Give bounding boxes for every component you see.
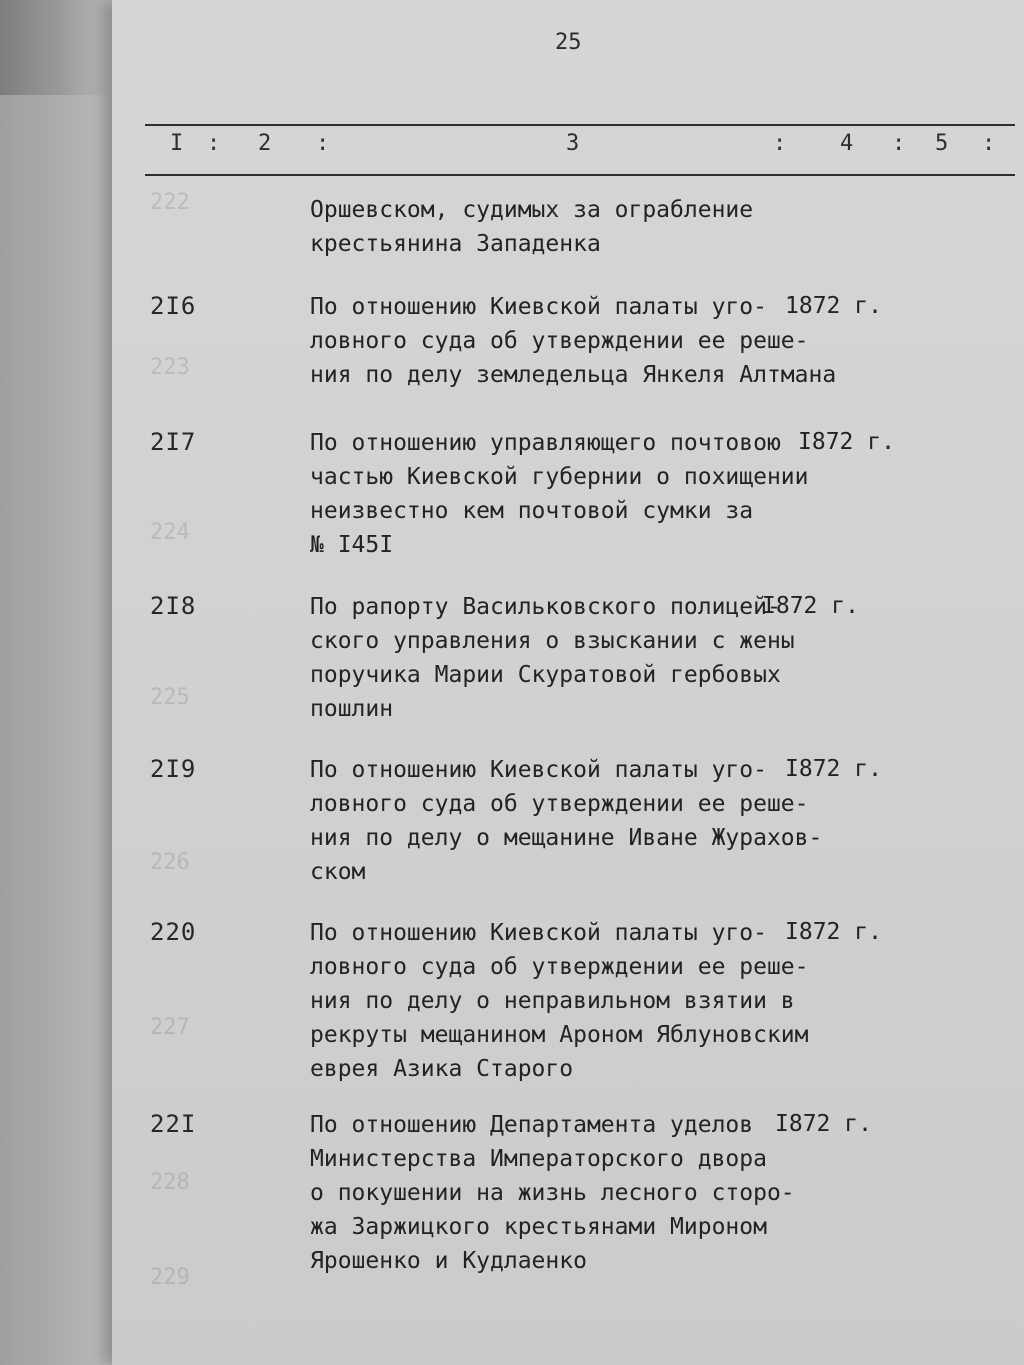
entry-date: 1872 г. (785, 293, 882, 319)
text-line: По отношению Киевской палаты уго- (310, 920, 767, 946)
text-line: По отношению Киевской палаты уго- (310, 757, 767, 783)
entry-description (310, 916, 830, 1086)
entry-description (310, 590, 830, 726)
text-line: Оршевском, судимых за ограбление (310, 197, 754, 223)
text-line: частью Киевской губернии о похищении (310, 464, 809, 490)
header-col-3: 3 (566, 131, 580, 156)
text-line: ского управления о взыскании с жены (310, 628, 795, 654)
text-line: поручика Марии Скуратовой гербовых (310, 662, 781, 688)
entry-number: 2I9 (150, 755, 197, 783)
text-line: № I45I (310, 532, 394, 558)
text-line: ловного суда об утверждении ее реше- (310, 791, 809, 817)
bleed-through-text: 229 (150, 1265, 190, 1290)
text-line: неизвестно кем почтовой сумки за (310, 498, 754, 524)
entry-date: I872 г. (762, 593, 859, 619)
text-line: крестьянина Западенка (310, 231, 601, 257)
bleed-through-text: 222 (150, 190, 190, 215)
text-line: ловного суда об утверждении ее реше- (310, 954, 809, 980)
header-col-1: I (170, 131, 184, 156)
header-separator: : (982, 131, 996, 156)
entry-number: 22I (150, 1110, 197, 1138)
text-line: еврея Азика Старого (310, 1056, 574, 1082)
entry-date: I872 г. (798, 429, 895, 455)
entry-description (310, 1108, 830, 1278)
text-line: По отношению Департамента уделов (310, 1112, 754, 1138)
text-line: По отношению Киевской палаты уго- (310, 294, 767, 320)
text-line: Министерства Императорского двора (310, 1146, 767, 1172)
bleed-through-text: 226 (150, 850, 190, 875)
text-line: ловного суда об утверждении ее реше- (310, 328, 809, 354)
entry-number: 2I7 (150, 428, 197, 456)
header-col-4: 4 (840, 131, 854, 156)
bleed-through-text: 228 (150, 1170, 190, 1195)
entry-number: 2I6 (150, 292, 197, 320)
text-line: рекруты мещанином Ароном Яблуновским (310, 1022, 809, 1048)
text-line: По рапорту Васильковского полицей- (310, 594, 781, 620)
bleed-through-text: 223 (150, 355, 190, 380)
entry-date: I872 г. (775, 1111, 872, 1137)
text-line: ния по делу земледельца Янкеля Алтмана (310, 362, 837, 388)
text-line: ском (310, 859, 366, 885)
header-separator: : (892, 131, 906, 156)
text-line: По отношению управляющего почтовою (310, 430, 781, 456)
text-line: Ярошенко и Кудлаенко (310, 1248, 587, 1274)
entry-date: I872 г. (785, 919, 882, 945)
page-number: 25 (555, 30, 582, 55)
header-separator: : (773, 131, 787, 156)
text-line: жа Заржицкого крестьянами Мироном (310, 1214, 767, 1240)
underlying-sheet (0, 95, 120, 1365)
header-separator: : (316, 131, 330, 156)
entry-date: I872 г. (785, 756, 882, 782)
bleed-through-text: 227 (150, 1015, 190, 1040)
text-line: пошлин (310, 696, 394, 722)
header-separator: : (207, 131, 221, 156)
bleed-through-text: 224 (150, 520, 190, 545)
entry-number: 2I8 (150, 592, 197, 620)
entry-number: 220 (150, 918, 197, 946)
text-line: ния по делу о неправильном взятии в (310, 988, 795, 1014)
bleed-through-text: 225 (150, 685, 190, 710)
header-col-2: 2 (258, 131, 272, 156)
header-top-rule (145, 124, 1015, 126)
continuation-text (310, 193, 830, 261)
header-col-5: 5 (935, 131, 949, 156)
entry-description (310, 426, 830, 562)
entry-description (310, 753, 830, 889)
text-line: ния по делу о мещанине Иване Журахов- (310, 825, 823, 851)
header-bottom-rule (145, 174, 1015, 176)
text-line: о покушении на жизнь лесного сторо- (310, 1180, 795, 1206)
